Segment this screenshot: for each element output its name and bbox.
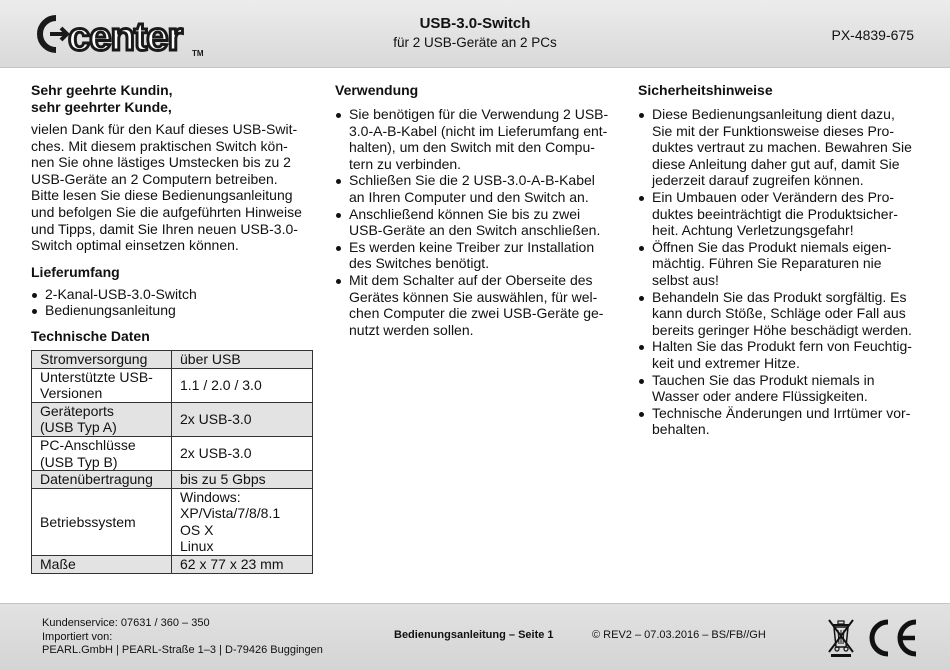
intro-line: Bitte lesen Sie diese Bedienungsanleitung — [31, 187, 293, 204]
spec-label: Stromversorgung — [32, 350, 172, 368]
intro-line: und befolgen Sie die aufgeführten Hinweise — [31, 203, 302, 220]
list-item: Diese Bedienungsanleitung dient dazu, Sie mit der Funktionsweise dieses Pro- duktes vertraut zu machen. Bewahren Sie diese Anleitung daher gut auf, damit Sie jederzeit darauf zugreifen können. — [638, 106, 923, 189]
logo-tm: TM — [192, 49, 204, 58]
spec-value: 62 x 77 x 23 mm — [172, 556, 313, 574]
list-item: 2-Kanal-USB-3.0-Switch — [31, 286, 313, 303]
list-item: Mit dem Schalter auf der Oberseite des Gerätes können Sie auswählen, für wel- chen Computer die zwei USB-Geräte ge- nutzt werden sollen. — [335, 272, 617, 338]
list-item: Schließen Sie die 2 USB-3.0-A-B-Kabel an Ihren Computer und den Switch an. — [335, 172, 617, 205]
document-subtitle: für 2 USB-Geräte an 2 PCs — [393, 35, 557, 50]
greeting-line-2: sehr geehrter Kunde, — [31, 99, 172, 115]
spec-table — [31, 350, 313, 574]
sicherheit-list — [638, 106, 923, 438]
list-item: Behandeln Sie das Produkt sorgfältig. Es kann durch Stöße, Schläge oder Fall aus bereits geringer Höhe beschädigt werden. — [638, 289, 923, 339]
intro-line: vielen Dank für den Kauf dieses USB-Swit- — [31, 121, 298, 137]
spec-label: Datenübertragung — [32, 471, 172, 489]
list-item: Öffnen Sie das Produkt niemals eigen- mächtig. Führen Sie Reparaturen nie selbst aus! — [638, 239, 923, 289]
verwendung-heading: Verwendung — [335, 82, 419, 98]
center-logo-graphic — [30, 8, 220, 60]
list-item: Es werden keine Treiber zur Installation des Switches benötigt. — [335, 239, 617, 272]
intro-line: USB-Geräte an 2 Computern betreiben. — [31, 170, 278, 187]
spec-value: über USB — [172, 350, 313, 368]
spec-label: PC-Anschlüsse (USB Typ B) — [32, 436, 172, 470]
page-indicator: Bedienungsanleitung – Seite 1 — [394, 629, 554, 641]
ce-mark-icon — [862, 618, 920, 658]
spec-value: Windows: XP/Vista/7/8/8.1 OS X Linux — [172, 488, 313, 555]
product-code: PX-4839-675 — [831, 27, 914, 43]
company-address: PEARL.GmbH | PEARL-Straße 1–3 | D-79426 Buggingen — [42, 644, 323, 656]
list-item: Tauchen Sie das Produkt niemals in Wasser oder andere Flüssigkeiten. — [638, 372, 923, 405]
technische-daten-heading: Technische Daten — [31, 327, 150, 344]
table-row — [32, 402, 313, 436]
spec-value: 1.1 / 2.0 / 3.0 — [172, 368, 313, 402]
revision-info: © REV2 – 07.03.2016 – BS/FB//GH — [592, 629, 766, 641]
list-item: Halten Sie das Produkt fern von Feuchtig- keit und extremer Hitze. — [638, 338, 923, 371]
table-row — [32, 556, 313, 574]
intro-paragraph — [31, 121, 313, 254]
spec-label: Geräteports (USB Typ A) — [32, 402, 172, 436]
intro-line: und Tipps, damit Sie Ihren neuen USB-3.0- — [31, 220, 298, 237]
column-sicherheit — [638, 82, 923, 438]
table-row — [32, 368, 313, 402]
table-row — [32, 350, 313, 368]
intro-line: Switch optimal einsetzen können. — [31, 237, 239, 254]
table-row — [32, 471, 313, 489]
weee-crossed-bin-icon — [826, 616, 856, 658]
spec-value: 2x USB-3.0 — [172, 402, 313, 436]
column-verwendung — [335, 82, 617, 338]
lieferumfang-heading: Lieferumfang — [31, 263, 120, 280]
table-row — [32, 488, 313, 555]
spec-label: Unterstützte USB- Versionen — [32, 368, 172, 402]
center-logo — [30, 8, 220, 60]
lieferumfang-list — [31, 286, 313, 319]
imported-by: Importiert von: — [42, 630, 113, 643]
document-title: USB-3.0-Switch — [419, 15, 531, 32]
page-header — [0, 0, 950, 68]
spec-label: Maße — [32, 556, 172, 574]
column-intro — [31, 82, 313, 574]
intro-line: nen Sie ohne lästiges Umstecken bis zu 2 — [31, 154, 291, 171]
spec-value: bis zu 5 Gbps — [172, 471, 313, 489]
spec-label: Betriebssystem — [32, 488, 172, 555]
logo-text: center — [68, 15, 183, 59]
list-item: Anschließend können Sie bis zu zwei USB-Geräte an den Switch anschließen. — [335, 206, 617, 239]
contact-info — [42, 617, 323, 658]
spec-value: 2x USB-3.0 — [172, 436, 313, 470]
table-row — [32, 436, 313, 470]
customer-service: Kundenservice: 07631 / 360 – 350 — [42, 617, 210, 629]
intro-line: ches. Mit diesem praktischen Switch kön- — [31, 137, 288, 154]
greeting-line-1: Sehr geehrte Kundin, — [31, 82, 173, 98]
list-item: Bedienungsanleitung — [31, 302, 313, 319]
verwendung-list — [335, 106, 617, 338]
list-item: Ein Umbauen oder Verändern des Pro- duktes beeinträchtigt die Produktsicher- heit. Achtung Verletzungsgefahr! — [638, 189, 923, 239]
list-item: Sie benötigen für die Verwendung 2 USB- 3.0-A-B-Kabel (nicht im Lieferumfang ent- halten), um den Switch mit den Compu- tern zu verbinden. — [335, 106, 617, 172]
list-item: Technische Änderungen und Irrtümer vor- behalten. — [638, 405, 923, 438]
page-footer — [0, 603, 950, 670]
sicherheit-heading: Sicherheitshinweise — [638, 82, 773, 98]
